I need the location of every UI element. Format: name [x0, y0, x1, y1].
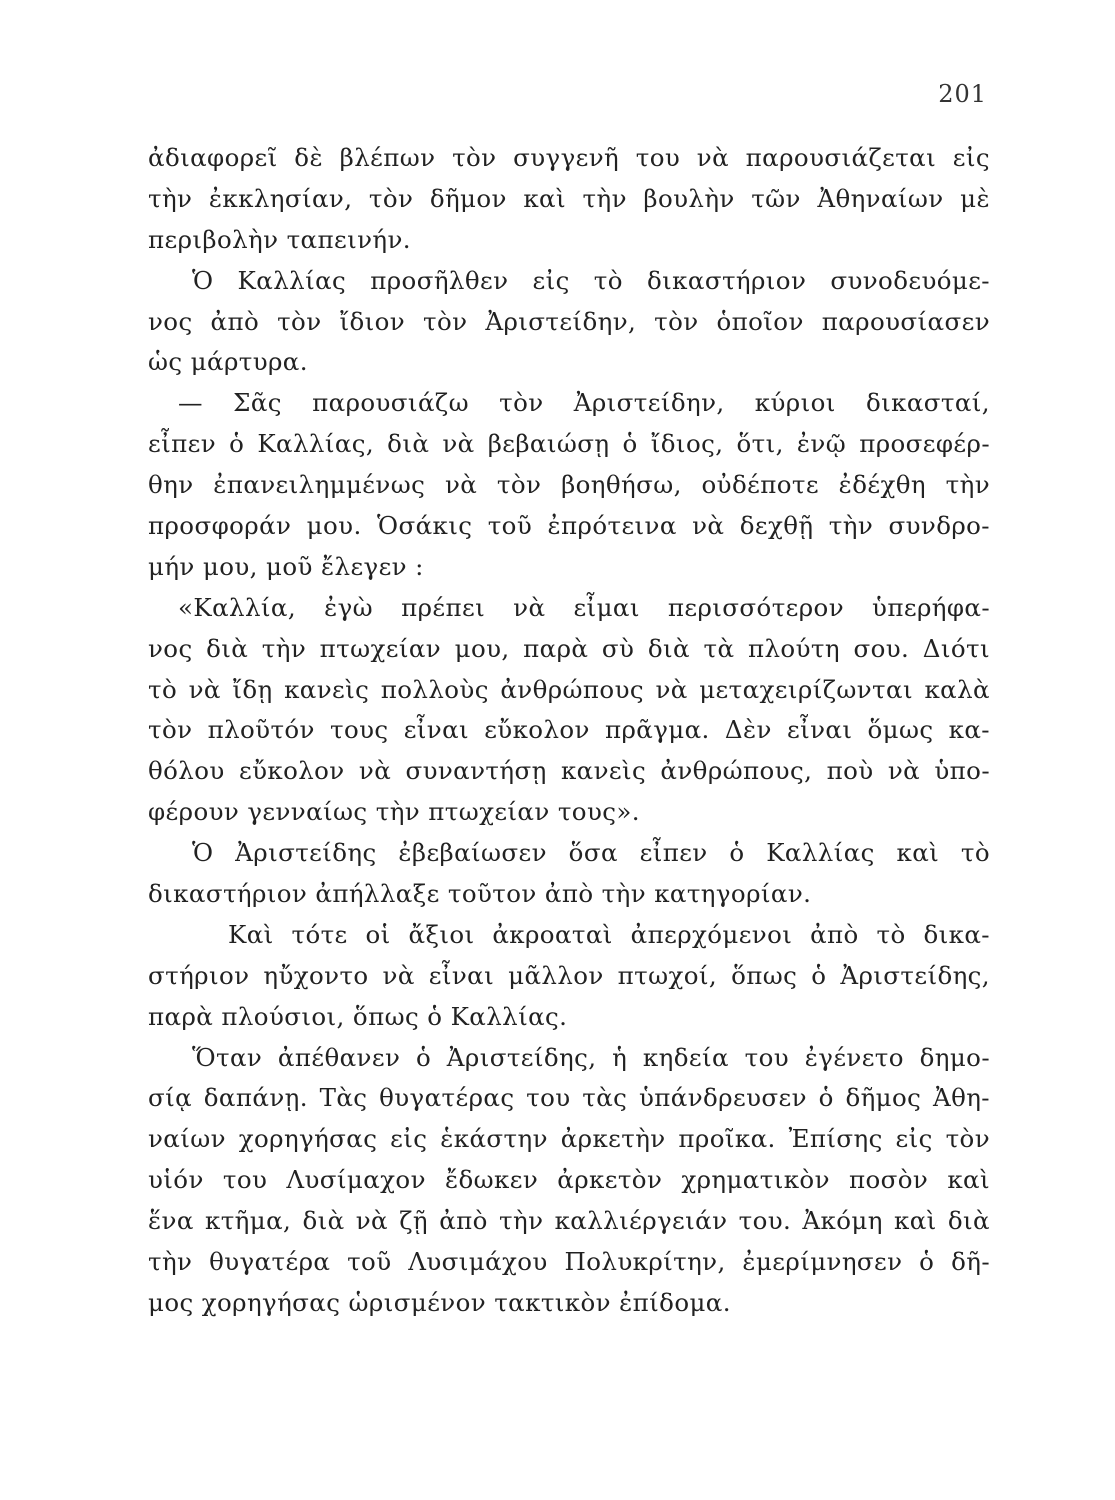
text-line: θην ἐπανειλημμένως νὰ τὸν βοηθήσω, οὐδέποτε ἐδέχθη τὴν — [148, 470, 990, 500]
text-line: Ὅταν ἀπέθανεν ὁ Ἀριστείδης, ἡ κηδεία του ἐγένετο δημο- — [192, 1042, 990, 1072]
text-line: ἀδιαφορεῖ δὲ βλέπων τὸν συγγενῆ του νὰ παρουσιάζεται εἰς — [148, 143, 990, 172]
text-line: Καὶ τότε οἱ ἄξιοι ἀκροαταὶ ἀπερχόμενοι ἀπὸ τὸ δικα- — [228, 919, 990, 949]
text-line: παρὰ πλούσιοι, ὅπως ὁ Καλλίας. — [148, 1001, 568, 1031]
text-line: ναίων χορηγήσας εἰς ἑκάστην ἀρκετὴν προῖκα. Ἐπίσης εἰς τὸν — [148, 1124, 990, 1154]
text-line: περιβολὴν ταπεινήν. — [148, 224, 411, 254]
text-line: νος διὰ τὴν πτωχείαν μου, παρὰ σὺ διὰ τὰ πλούτη σου. Διότι — [148, 633, 990, 663]
text-line: — Σᾶς παρουσιάζω τὸν Ἀριστείδην, κύριοι δικασταί, — [178, 388, 990, 418]
text-line: ὡς μάρτυρα. — [148, 347, 308, 377]
text-line: τὴν θυγατέρα τοῦ Λυσιμάχου Πολυκρίτην, ἐμερίμνησεν ὁ δῆ- — [148, 1247, 990, 1277]
text-line: μήν μου, μοῦ ἔλεγεν : — [148, 551, 424, 581]
text-line: θόλου εὔκολον νὰ συναντήσῃ κανεὶς ἀνθρώπους, ποὺ νὰ ὑπο- — [148, 756, 990, 786]
text-line: μος χορηγήσας ὡρισμένον τακτικὸν ἐπίδομα. — [148, 1287, 731, 1317]
text-line: νος ἀπὸ τὸν ἴδιον τὸν Ἀριστείδην, τὸν ὁποῖον παρουσίασεν — [148, 306, 990, 336]
text-line: δικαστήριον ἀπήλλαξε τοῦτον ἀπὸ τὴν κατηγορίαν. — [148, 879, 812, 909]
text-line: ἕνα κτῆμα, διὰ νὰ ζῇ ἀπὸ τὴν καλλιέργειάν του. Ἀκόμη καὶ διὰ — [148, 1206, 990, 1236]
text-line: Ὁ Ἀριστείδης ἐβεβαίωσεν ὅσα εἶπεν ὁ Καλλίας καὶ τὸ — [192, 838, 990, 868]
text-line: προσφοράν μου. Ὁσάκις τοῦ ἐπρότεινα νὰ δεχθῇ τὴν συνδρο- — [148, 511, 990, 541]
page-number: 201 — [938, 80, 987, 108]
text-line: εἶπεν ὁ Καλλίας, διὰ νὰ βεβαιώσῃ ὁ ἴδιος, ὅτι, ἐνῷ προσεφέρ- — [148, 429, 990, 459]
body-text — [148, 138, 990, 1324]
text-line: τὸ νὰ ἴδῃ κανεὶς πολλοὺς ἀνθρώπους νὰ μεταχειρίζωνται καλὰ — [148, 674, 990, 704]
text-line: στήριον ηὔχοντο νὰ εἶναι μᾶλλον πτωχοί, ὅπως ὁ Ἀριστείδης, — [148, 960, 990, 990]
text-line: τὸν πλοῦτόν τους εἶναι εὔκολον πρᾶγμα. Δὲν εἶναι ὅμως κα- — [148, 715, 990, 745]
text-line: Ὁ Καλλίας προσῆλθεν εἰς τὸ δικαστήριον συνοδευόμε- — [192, 265, 990, 295]
text-line: υἱόν του Λυσίμαχον ἔδωκεν ἀρκετὸν χρηματικὸν ποσὸν καὶ — [148, 1165, 990, 1195]
text-line: τὴν ἐκκλησίαν, τὸν δῆμον καὶ τὴν βουλὴν τῶν Ἀθηναίων μὲ — [148, 183, 990, 213]
text-line: φέρουν γενναίως τὴν πτωχείαν τους». — [148, 797, 640, 827]
text-line: «Καλλία, ἐγὼ πρέπει νὰ εἶμαι περισσότερον ὑπερήφα- — [178, 592, 990, 622]
text-line: σίᾳ δαπάνῃ. Τὰς θυγατέρας του τὰς ὑπάνδρευσεν ὁ δῆμος Ἀθη- — [148, 1083, 990, 1113]
